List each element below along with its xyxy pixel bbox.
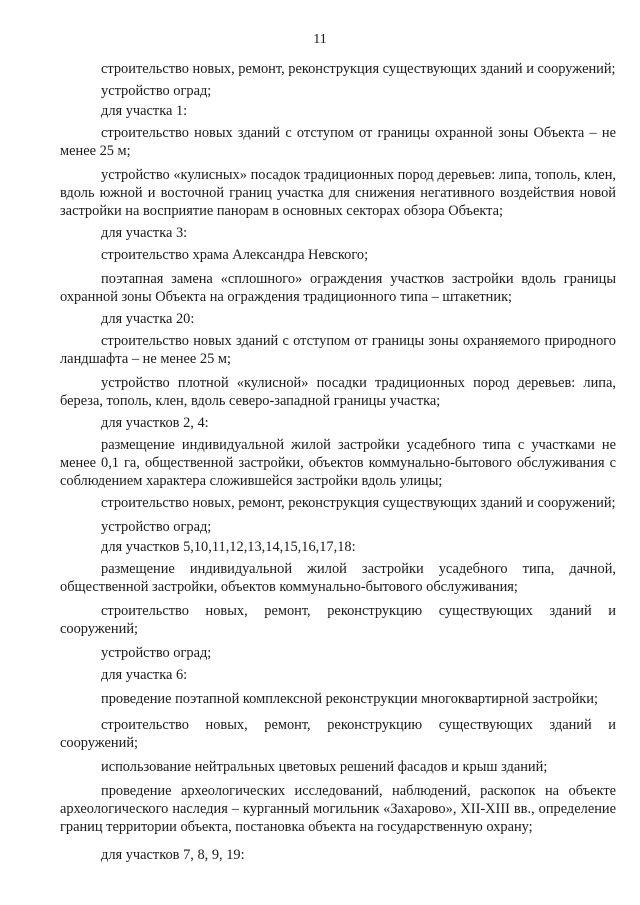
paragraph: строительство храма Александра Невского;: [101, 247, 369, 263]
paragraph: для участка 3:: [101, 225, 188, 241]
paragraph: для участка 6:: [101, 667, 188, 683]
paragraph: размещение индивидуальной жилой застройки усадебного типа, дачной, общественной застройки, объектов коммунально-бытового обслуживания;: [60, 561, 616, 595]
paragraph: устройство «кулисных» посадок традиционных пород деревьев: липа, тополь, клен, вдоль южной и восточной границ участка для снижения негативного воздействия новой застройки на восприятие панорам в основных секторах обзора Объекта;: [60, 167, 616, 219]
paragraph: строительство новых, ремонт, реконструкция существующих зданий и сооружений;: [101, 61, 616, 77]
paragraph: строительство новых, ремонт, реконструкцию существующих зданий и сооружений;: [60, 717, 616, 751]
paragraph: для участков 7, 8, 9, 19:: [101, 847, 245, 863]
paragraph: строительство новых, ремонт, реконструкция существующих зданий и сооружений;: [101, 495, 616, 511]
paragraph: поэтапная замена «сплошного» ограждения участков застройки вдоль границы охранной зоны Объекта на ограждения традиционного типа – штакетник;: [60, 271, 616, 305]
paragraph: для участка 1:: [101, 103, 188, 119]
paragraph: устройство плотной «кулисной» посадки традиционных пород деревьев: липа, береза, тополь, клен, вдоль северо-западной границы участка;: [60, 375, 616, 409]
paragraph: устройство оград;: [101, 83, 212, 99]
paragraph: устройство оград;: [101, 645, 212, 661]
paragraph: проведение археологических исследований, наблюдений, раскопок на объекте археологического наследия – курганный могильник «Захарово», XII-XIII вв., определение границ территории объекта, постановка объекта на государственную охрану;: [60, 783, 616, 835]
paragraph: для участков 2, 4:: [101, 415, 209, 431]
paragraph: строительство новых зданий с отступом от границы охранной зоны Объекта – не менее 25 м;: [60, 125, 616, 159]
document-body: [60, 60, 616, 864]
paragraph: строительство новых зданий с отступом от границы зоны охраняемого природного ландшафта – не менее 25 м;: [60, 333, 616, 367]
paragraph: для участков 5,10,11,12,13,14,15,16,17,18:: [101, 539, 356, 555]
paragraph: устройство оград;: [101, 519, 212, 535]
paragraph: строительство новых, ремонт, реконструкцию существующих зданий и сооружений;: [60, 603, 616, 637]
page-number: 11: [313, 32, 327, 47]
paragraph: использование нейтральных цветовых решений фасадов и крыш зданий;: [101, 759, 548, 775]
paragraph: для участка 20:: [101, 311, 195, 327]
paragraph: размещение индивидуальной жилой застройки усадебного типа с участками не менее 0,1 га, общественной застройки, объектов коммунально-бытового обслуживания с соблюдением характера сложившейся застройки вдоль улицы;: [60, 437, 616, 489]
paragraph: проведение поэтапной комплексной реконструкции многоквартирной застройки;: [101, 691, 598, 707]
